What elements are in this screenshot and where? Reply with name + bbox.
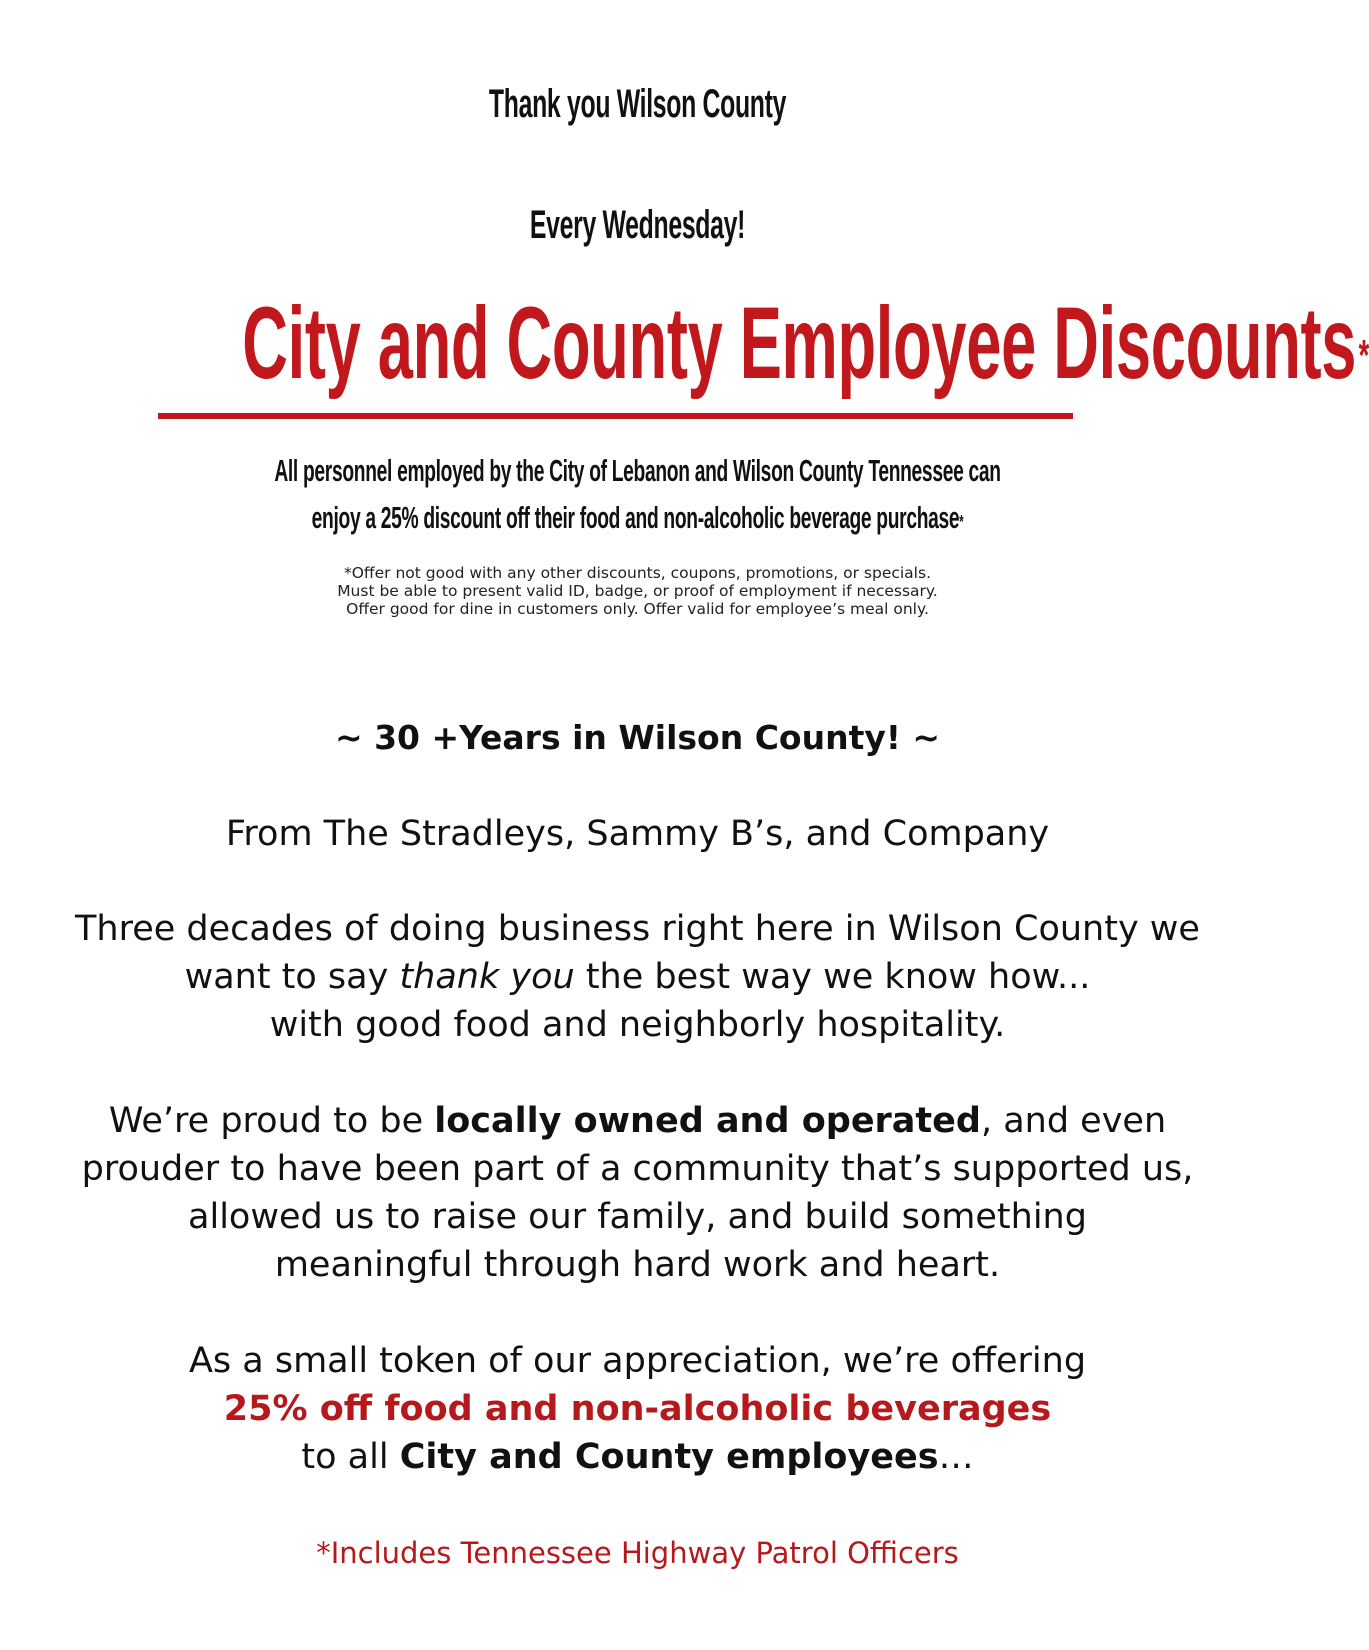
paragraph-local-line-1	[0, 1097, 1275, 1145]
fine-print-line-2: Must be able to present valid ID, badge, or proof of employment if necessary.	[337, 582, 938, 600]
thank-you-emphasis: thank you	[399, 957, 575, 997]
paragraph-appreciation-line-3a: to all	[301, 1437, 400, 1477]
from-line: From The Stradleys, Sammy B’s, and Company	[225, 814, 1050, 854]
paragraph-appreciation-ellipsis: …	[938, 1437, 974, 1477]
headline-underline	[158, 413, 1073, 419]
paragraph-local-line-4: meaningful through hard work and heart.	[274, 1245, 1001, 1285]
paragraph-decades	[0, 905, 1275, 1049]
paragraph-decades-line-1: Three decades of doing business right here in Wilson County we	[75, 909, 1200, 949]
offer-line-1: All personnel employed by the City of Lebanon and Wilson County Tennessee can	[274, 453, 1001, 488]
includes-note: *Includes Tennessee Highway Patrol Officers	[316, 1536, 959, 1570]
offer-description	[242, 447, 1033, 546]
offer-asterisk: *	[959, 512, 964, 532]
paragraph-decades-line-2	[0, 953, 1275, 1001]
paragraph-decades-line-2b: the best way we know how...	[574, 957, 1091, 997]
paragraph-appreciation-line-3	[0, 1433, 1275, 1481]
fine-print	[0, 564, 1275, 618]
every-wednesday-heading: Every Wednesday!	[529, 203, 746, 247]
years-heading: ~ 30 +Years in Wilson County! ~	[334, 718, 941, 757]
paragraph-local	[0, 1097, 1275, 1289]
fine-print-line-3: Offer good for dine in customers only. Offer valid for employee’s meal only.	[346, 600, 929, 618]
paragraph-local-line-1b: , and even	[980, 1101, 1167, 1141]
paragraph-appreciation	[0, 1337, 1275, 1481]
headline-asterisk: *	[1358, 331, 1369, 380]
offer-line-2	[242, 494, 1033, 546]
thank-you-heading: Thank you Wilson County	[488, 82, 787, 126]
offer-line-2-text: enjoy a 25% discount off their food and non-alcoholic beverage purchase	[311, 500, 960, 535]
paragraph-appreciation-line-1: As a small token of our appreciation, we’re offering	[188, 1341, 1087, 1381]
discount-highlight: 25% off food and non-alcoholic beverages	[223, 1389, 1052, 1429]
paragraph-decades-line-3: with good food and neighborly hospitality.	[269, 1005, 1006, 1045]
headline-text: City and County Employee Discounts	[242, 286, 1357, 400]
paragraph-decades-line-2a: want to say	[184, 957, 400, 997]
locally-owned-emphasis: locally owned and operated	[434, 1101, 981, 1141]
paragraph-local-line-2: prouder to have been part of a community that’s supported us,	[81, 1149, 1194, 1189]
paragraph-local-line-3: allowed us to raise our family, and build something	[188, 1197, 1087, 1237]
employees-emphasis: City and County employees	[399, 1437, 939, 1477]
fine-print-line-1: *Offer not good with any other discounts, coupons, promotions, or specials.	[343, 564, 931, 582]
page-title	[242, 286, 1369, 411]
paragraph-local-line-1a: We’re proud to be	[108, 1101, 435, 1141]
